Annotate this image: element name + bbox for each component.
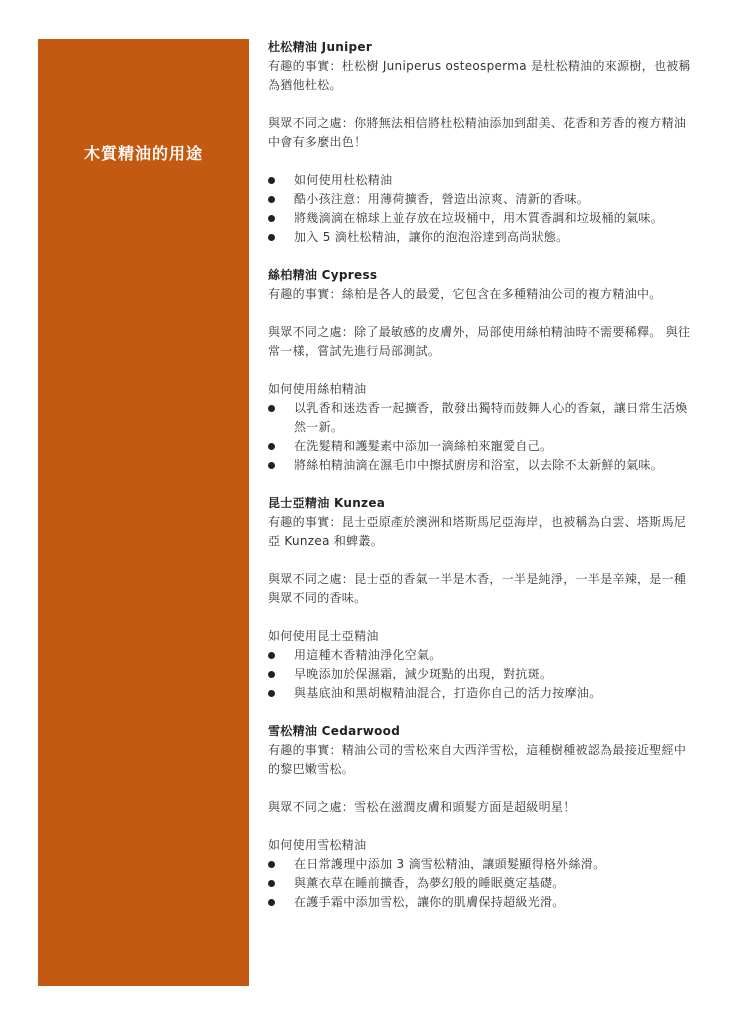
list-item-text: 加入 5 滴杜松精油，讓你的泡泡浴達到高尚狀態。 xyxy=(294,230,569,244)
bullet-icon xyxy=(268,880,275,887)
list-item xyxy=(268,228,696,247)
list-item xyxy=(268,646,696,665)
section-cedarwood xyxy=(268,722,696,912)
fun-fact: 有趣的事實：精油公司的雪松來自大西洋雪松，這種樹種被認為最接近聖經中的黎巴嫩雪松。 xyxy=(268,743,687,776)
list-item xyxy=(268,665,696,684)
main-content xyxy=(268,38,696,931)
bullet-icon xyxy=(268,234,275,241)
bullet-icon xyxy=(268,690,275,697)
list-item-text: 將幾滴滴在棉球上並存放在垃圾桶中，用木質香調和垃圾桶的氣味。 xyxy=(294,211,664,225)
list-item-text: 早晚添加於保濕霜，減少斑點的出現，對抗斑。 xyxy=(294,667,553,681)
list-item xyxy=(268,855,696,874)
bullet-icon xyxy=(268,196,275,203)
list-item-text: 酷小孩注意：用薄荷擴香，營造出涼爽、清新的香味。 xyxy=(294,192,590,206)
bullet-icon xyxy=(268,215,275,222)
section-kunzea xyxy=(268,494,696,703)
section-juniper xyxy=(268,38,696,247)
bullet-icon xyxy=(268,462,275,469)
fun-fact: 有趣的事實：杜松樹 Juniperus osteosperma 是杜松精油的來源樹，也被稱為猶他杜松。 xyxy=(268,59,691,92)
list-item-text: 將絲柏精油滴在濕毛巾中擦拭廚房和浴室，以去除不太新鮮的氣味。 xyxy=(294,458,664,472)
unique-point: 與眾不同之處：昆士亞的香氣一半是木香，一半是純淨，一半是辛辣，是一種與眾不同的香味。 xyxy=(268,572,687,605)
list-item xyxy=(268,874,696,893)
list-item xyxy=(268,456,696,475)
section-heading: 昆士亞精油 Kunzea xyxy=(268,496,386,510)
usage-list xyxy=(268,171,696,247)
usage-list xyxy=(268,646,696,703)
unique-point: 與眾不同之處：雪松在滋潤皮膚和頭髮方面是超級明星！ xyxy=(268,800,576,814)
section-heading: 杜松精油 Juniper xyxy=(268,40,373,54)
bullet-icon xyxy=(268,861,275,868)
usage-list xyxy=(268,855,696,912)
list-item-text: 與基底油和黑胡椒精油混合，打造你自己的活力按摩油。 xyxy=(294,686,602,700)
section-cypress xyxy=(268,266,696,475)
howto-label: 如何使用絲柏精油 xyxy=(268,382,367,396)
bullet-icon xyxy=(268,177,275,184)
list-item xyxy=(268,437,696,456)
fun-fact: 有趣的事實：昆士亞原產於澳洲和塔斯馬尼亞海岸，也被稱為白雲、塔斯馬尼亞 Kunzea 和蜱叢。 xyxy=(268,515,687,548)
bullet-icon xyxy=(268,671,275,678)
usage-list xyxy=(268,399,696,475)
list-item-text: 在洗髮精和護髮素中添加一滴絲柏來寵愛自己。 xyxy=(294,439,553,453)
bullet-icon xyxy=(268,899,275,906)
list-item-text: 用這種木香精油淨化空氣。 xyxy=(294,648,442,662)
list-item-text: 以乳香和迷迭香一起擴香，散發出獨特而鼓舞人心的香氣，讓日常生活煥然一新。 xyxy=(294,401,688,434)
fun-fact: 有趣的事實：絲柏是各人的最愛，它包含在多種精油公司的複方精油中。 xyxy=(268,287,662,301)
section-heading: 絲柏精油 Cypress xyxy=(268,268,378,282)
list-item-text: 如何使用杜松精油 xyxy=(294,173,393,187)
bullet-icon xyxy=(268,443,275,450)
list-item xyxy=(268,171,696,190)
howto-label: 如何使用昆士亞精油 xyxy=(268,629,379,643)
unique-point: 與眾不同之處：除了最敏感的皮膚外，局部使用絲柏精油時不需要稀釋。 與往常一樣，嘗試先進行局部測試。 xyxy=(268,325,691,358)
list-item xyxy=(268,399,696,437)
section-heading: 雪松精油 Cedarwood xyxy=(268,724,401,738)
bullet-icon xyxy=(268,652,275,659)
list-item xyxy=(268,209,696,228)
unique-point: 與眾不同之處：你將無法相信將杜松精油添加到甜美、花香和芳香的複方精油中會有多麼出色！ xyxy=(268,116,687,149)
list-item-text: 在日常護理中添加 3 滴雪松精油，讓頭髮顯得格外絲滑。 xyxy=(294,857,606,871)
list-item xyxy=(268,893,696,912)
list-item-text: 與薰衣草在睡前擴香，為夢幻般的睡眠奠定基礎。 xyxy=(294,876,565,890)
bullet-icon xyxy=(268,405,275,412)
sidebar-title: 木質精油的用途 xyxy=(83,144,203,163)
list-item-text: 在護手霜中添加雪松，讓你的肌膚保持超級光滑。 xyxy=(294,895,565,909)
howto-label: 如何使用雪松精油 xyxy=(268,838,367,852)
list-item xyxy=(268,684,696,703)
list-item xyxy=(268,190,696,209)
sidebar-panel xyxy=(38,39,249,986)
